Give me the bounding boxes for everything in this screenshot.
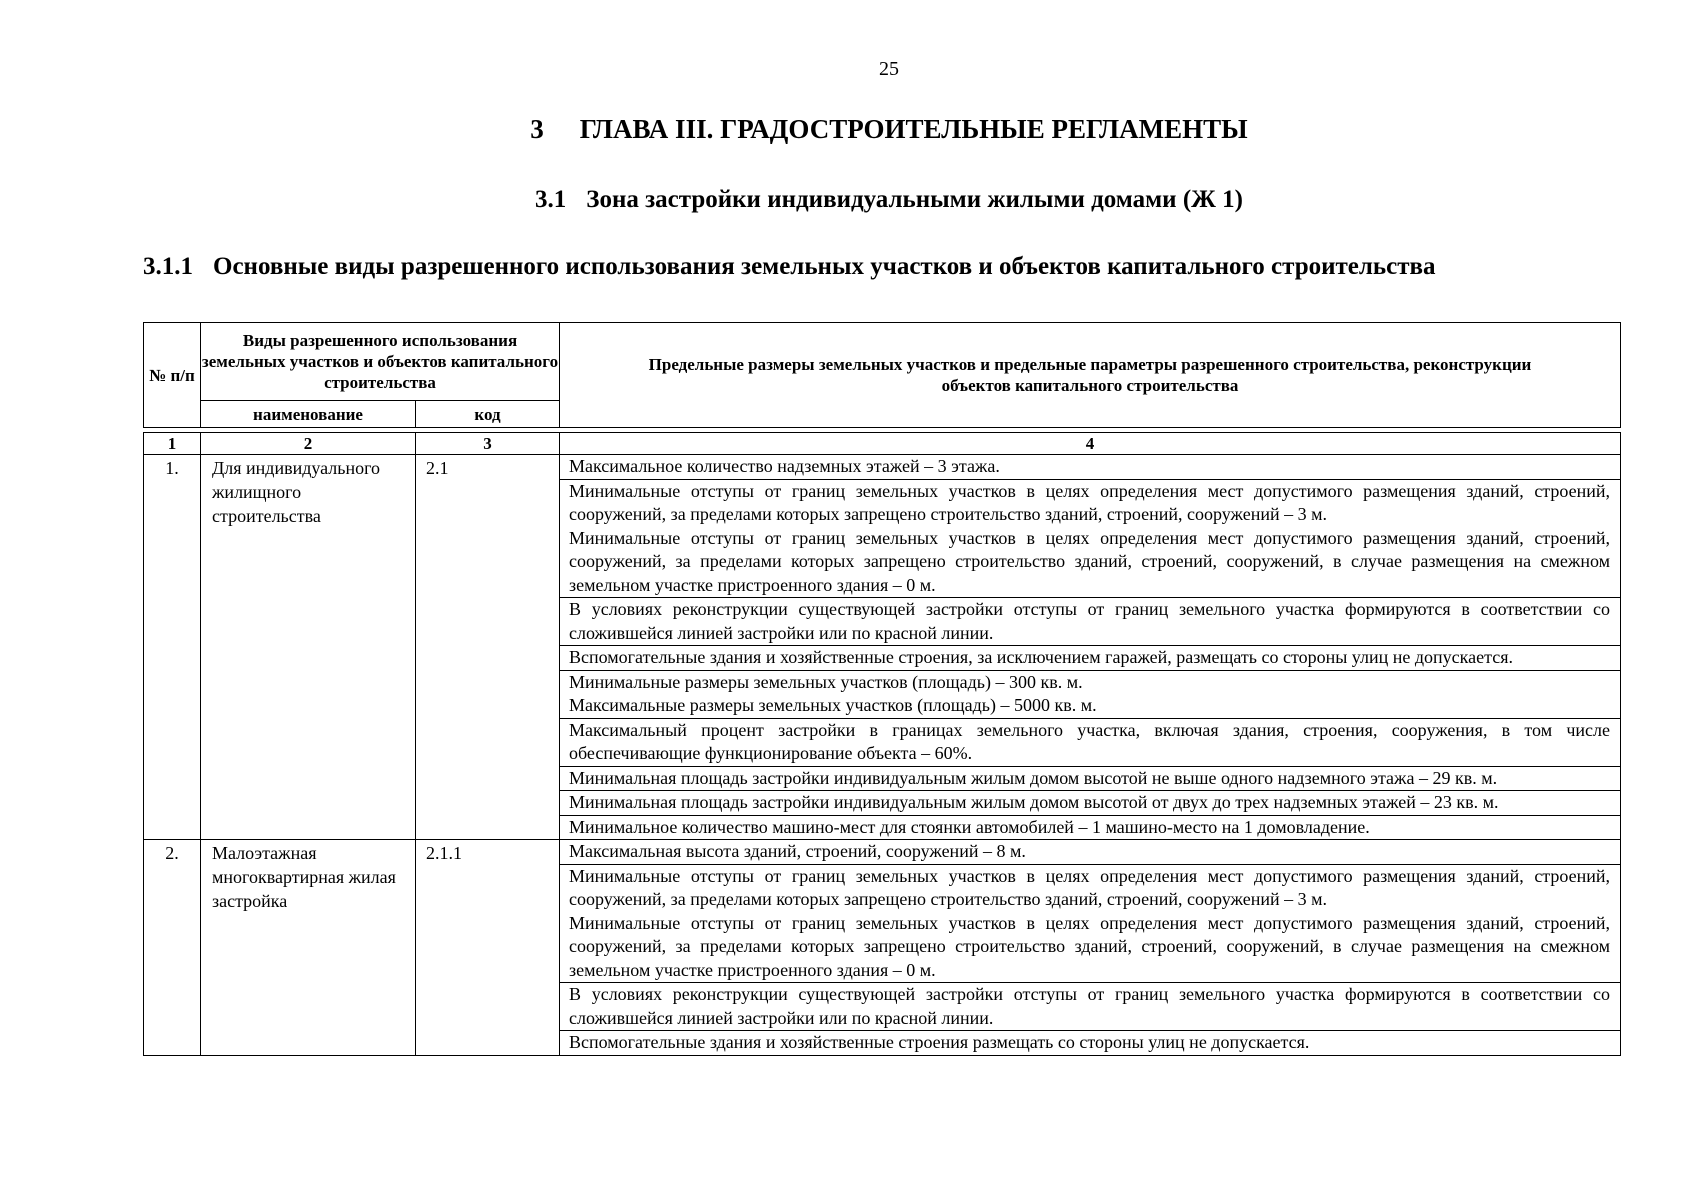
parameter-block	[560, 670, 1620, 718]
parameter-block	[560, 864, 1620, 983]
chapter-number: 3	[530, 114, 544, 144]
chapter-title: ГЛАВА III. ГРАДОСТРОИТЕЛЬНЫЕ РЕГЛАМЕНТЫ	[579, 114, 1248, 144]
row-number: 2.	[144, 840, 201, 1056]
parameter-block	[560, 982, 1620, 1030]
row-number: 1.	[144, 455, 201, 840]
header-col-num: № п/п	[144, 323, 201, 428]
parameter-block	[560, 790, 1620, 815]
parameter-block	[560, 718, 1620, 766]
parameter-text: Минимальные отступы от границ земельных участков в целях определения мест допустимого размещения зданий, строений, сооружений, за пределами которых запрещено строительство зданий, строений, сооружений, в случае размещения на смежном земельном участке пристроенного здания – 0 м.	[569, 912, 1610, 980]
subsection-heading	[143, 253, 1623, 281]
row-use-name: Малоэтажная многоквартирная жилая застройка	[201, 840, 416, 1056]
parameter-block	[560, 1030, 1620, 1055]
parameter-text: Максимальное количество надземных этажей – 3 этажа.	[569, 456, 1000, 476]
header-col-name: наименование	[201, 401, 416, 428]
parameter-text: В условиях реконструкции существующей застройки отступы от границ земельного участка формируются в соответствии со сложившейся линией застройки или по красной линии.	[569, 599, 1610, 643]
parameter-text: Вспомогательные здания и хозяйственные строения размещать со стороны улиц не допускается.	[569, 1032, 1310, 1052]
header-col-code: код	[416, 401, 560, 428]
parameter-text: Максимальные размеры земельных участков (площадь) – 5000 кв. м.	[569, 695, 1097, 715]
page-number: 25	[879, 58, 899, 80]
parameter-text: Максимальная высота зданий, строений, сооружений – 8 м.	[569, 841, 1026, 861]
row-parameters	[560, 455, 1621, 840]
column-number: 2	[201, 433, 416, 455]
parameter-block	[560, 479, 1620, 598]
row-parameters	[560, 840, 1621, 1056]
parameter-text: Минимальные отступы от границ земельных участков в целях определения мест допустимого размещения зданий, строений, сооружений, за пределами которых запрещено строительство зданий, строений, сооружений – 3 м.	[569, 480, 1610, 524]
section-number: 3.1	[535, 186, 567, 213]
parameter-text: В условиях реконструкции существующей застройки отступы от границ земельного участка формируются в соответствии со сложившейся линией застройки или по красной линии.	[569, 984, 1610, 1028]
subsection-title: Основные виды разрешенного использования земельных участков и объектов капитального строительства	[213, 253, 1436, 280]
row-use-name: Для индивидуального жилищного строительства	[201, 455, 416, 840]
header-col-types: Виды разрешенного использования земельных участков и объектов капитального строительства	[201, 323, 560, 401]
parameter-text: Максимальный процент застройки в границах земельного участка, включая здания, строения, сооружения, в том числе обеспечивающие функционирование объекта – 60%.	[569, 719, 1610, 763]
parameter-block	[560, 766, 1620, 791]
parameter-block	[560, 840, 1620, 864]
column-number: 3	[416, 433, 560, 455]
section-title: Зона застройки индивидуальными жилыми домами (Ж 1)	[586, 186, 1243, 213]
row-use-code: 2.1	[416, 455, 560, 840]
chapter-heading	[0, 114, 1698, 145]
parameter-block	[560, 455, 1620, 479]
parameter-text: Минимальные отступы от границ земельных участков в целях определения мест допустимого размещения зданий, строений, сооружений, за пределами которых запрещено строительство зданий, строений, сооружений, в случае размещения на смежном земельном участке пристроенного здания – 0 м.	[569, 527, 1610, 595]
parameter-block	[560, 645, 1620, 670]
table-row	[144, 840, 1621, 1056]
table-row	[144, 455, 1621, 840]
subsection-number: 3.1.1	[143, 253, 193, 280]
parameter-text: Минимальные размеры земельных участков (площадь) – 300 кв. м.	[569, 671, 1083, 692]
parameter-text: Минимальная площадь застройки индивидуальным жилым домом высотой не выше одного надземного этажа – 29 кв. м.	[569, 767, 1498, 788]
parameter-text: Минимальное количество машино-мест для стоянки автомобилей – 1 машино-место на 1 домовладение.	[569, 816, 1370, 837]
regulations-table	[143, 432, 1621, 1056]
column-number-row	[144, 433, 1621, 455]
parameter-text: Минимальные отступы от границ земельных участков в целях определения мест допустимого размещения зданий, строений, сооружений, за пределами которых запрещено строительство зданий, строений, сооружений – 3 м.	[569, 865, 1610, 909]
section-heading	[0, 186, 1698, 214]
parameter-block	[560, 597, 1620, 645]
column-number: 4	[560, 433, 1621, 455]
header-col-params: Предельные размеры земельных участков и предельные параметры разрешенного строительства, реконструкции объектов капитального строительства	[560, 323, 1621, 428]
table-header	[143, 322, 1621, 428]
parameter-block	[560, 815, 1620, 840]
parameter-text: Вспомогательные здания и хозяйственные строения, за исключением гаражей, размещать со стороны улиц не допускается.	[569, 647, 1513, 667]
column-number: 1	[144, 433, 201, 455]
parameter-text: Минимальная площадь застройки индивидуальным жилым домом высотой от двух до трех надземных этажей – 23 кв. м.	[569, 792, 1499, 812]
row-use-code: 2.1.1	[416, 840, 560, 1056]
